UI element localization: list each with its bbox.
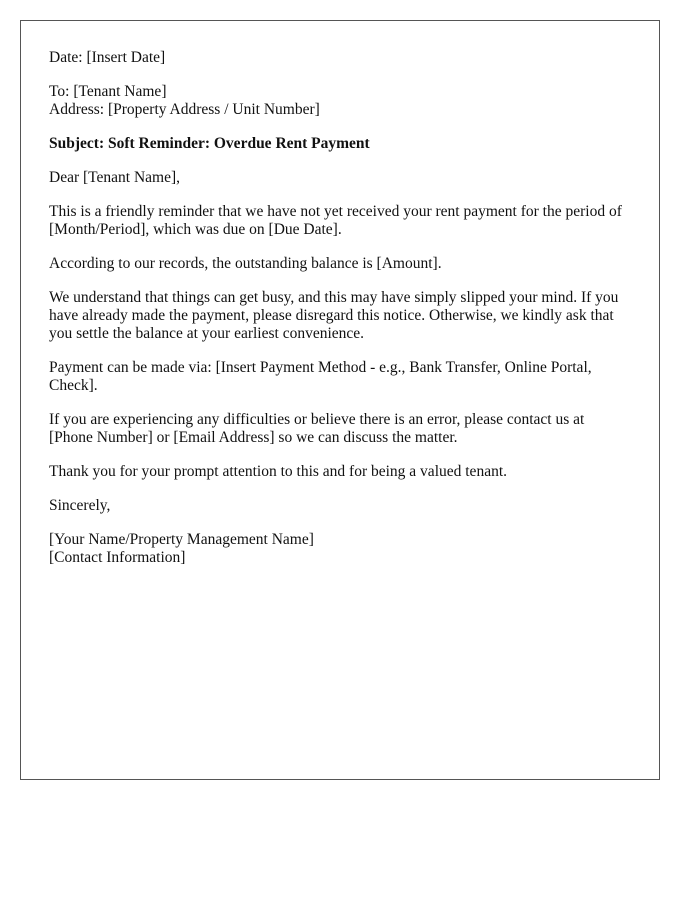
salutation: Dear [Tenant Name], [49, 169, 181, 186]
date-line: Date: [Insert Date] [49, 49, 166, 66]
recipient-block [49, 83, 631, 119]
body-paragraph-contact: If you are experiencing any difficulties or believe there is an error, please contact us at [Phone Number] or [Email Address] so we can discuss the matter. [49, 411, 585, 446]
signature-block [49, 531, 631, 567]
body-paragraph-reminder: This is a friendly reminder that we have not yet received your rent payment for the period of [Month/Period], which was due on [Due Date]. [49, 203, 622, 238]
letter-document [20, 20, 660, 780]
body-paragraph-balance: According to our records, the outstanding balance is [Amount]. [49, 255, 442, 272]
signature-name: [Your Name/Property Management Name] [49, 531, 314, 548]
recipient-address: Address: [Property Address / Unit Number] [49, 101, 320, 118]
recipient-name: To: [Tenant Name] [49, 83, 167, 100]
subject-line: Subject: Soft Reminder: Overdue Rent Payment [49, 135, 370, 152]
body-paragraph-payment-method: Payment can be made via: [Insert Payment Method - e.g., Bank Transfer, Online Portal, Check]. [49, 359, 592, 394]
body-paragraph-thanks: Thank you for your prompt attention to this and for being a valued tenant. [49, 463, 507, 480]
signature-contact: [Contact Information] [49, 549, 186, 566]
closing: Sincerely, [49, 497, 111, 514]
body-paragraph-request: We understand that things can get busy, and this may have simply slipped your mind. If you have already made the payment, please disregard this notice. Otherwise, we kindly ask that you settle the balance at your earliest convenience. [49, 289, 619, 342]
